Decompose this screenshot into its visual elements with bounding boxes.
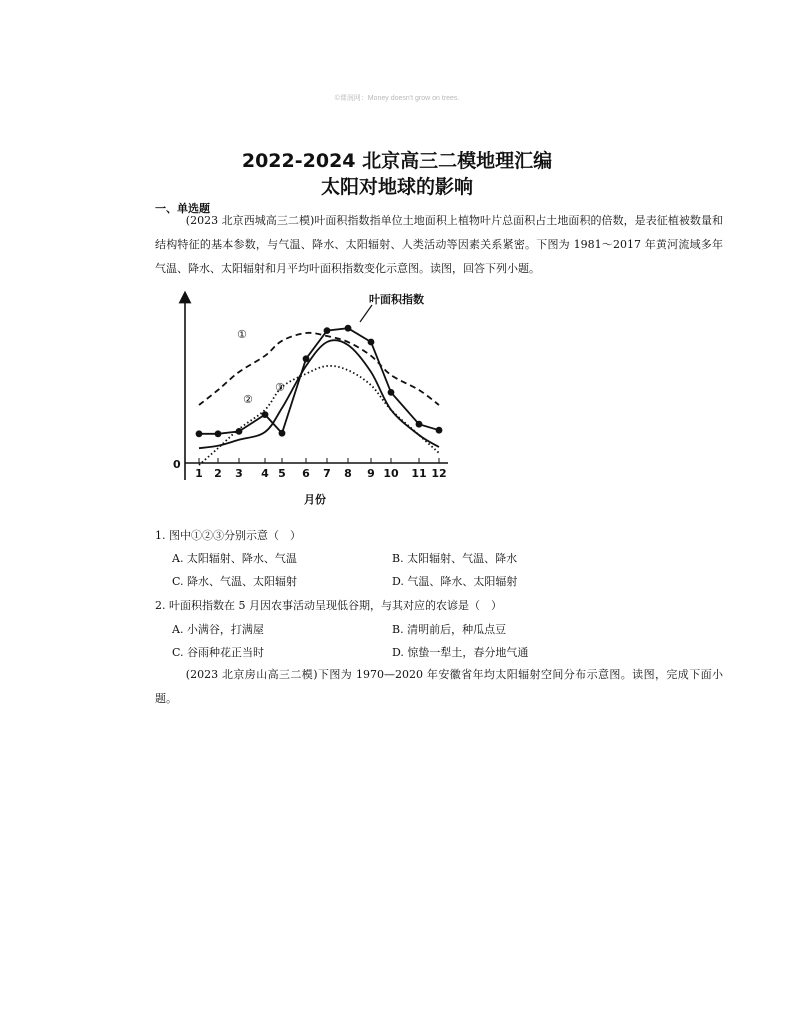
curve-marker-1: ① <box>237 328 247 341</box>
question-2-option-d[interactable]: D. 惊蛰一犁土，春分地气通 <box>392 646 529 659</box>
x-axis-label: 月份 <box>304 493 326 506</box>
x-tick-label-2: 2 <box>214 467 222 480</box>
document-subtitle: 太阳对地球的影响 <box>320 176 473 198</box>
question-2-option-c[interactable]: C. 谷雨种花正当时 <box>172 646 265 659</box>
document-title: 2022-2024 北京高三二模地理汇编 <box>241 150 553 172</box>
lai-point-12 <box>436 427 443 434</box>
lai-point-3 <box>236 428 243 435</box>
x-tick-label-4: 4 <box>261 467 269 480</box>
x-tick-label-7: 7 <box>323 467 331 480</box>
lai-point-6 <box>303 355 310 362</box>
question-2-option-a[interactable]: A. 小满谷，打满屋 <box>172 623 264 636</box>
x-tick-label-11: 11 <box>411 467 427 480</box>
x-tick-label-3: 3 <box>235 467 243 480</box>
passage-2-source: (2023 北京房山高三二模) <box>185 668 318 681</box>
lai-point-7 <box>324 327 331 334</box>
lai-point-1 <box>196 430 203 437</box>
x-tick-label-9: 9 <box>367 467 375 480</box>
x-tick-label-1: 1 <box>195 467 203 480</box>
passage-2-text: 下图为 1970—2020 年安徽省年均太阳辐射空间分布示意图。读图，完成下面小题。 <box>155 668 724 705</box>
question-1-option-c[interactable]: C. 降水、气温、太阳辐射 <box>172 575 298 588</box>
origin-label: 0 <box>173 458 181 471</box>
x-tick-label-8: 8 <box>344 467 352 480</box>
series-label-leaf-area-index: 叶面积指数 <box>369 293 424 306</box>
x-tick-label-5: 5 <box>278 467 286 480</box>
passage-1-source: (2023 北京西城高三二模) <box>185 214 315 227</box>
section-heading: 一、单选题 <box>155 202 210 215</box>
lai-point-5 <box>279 430 286 437</box>
question-1-stem: 1. 图中①②③分别示意（ ） <box>155 529 301 542</box>
question-1-option-b[interactable]: B. 太阳辐射、气温、降水 <box>392 552 518 565</box>
series-line-3 <box>199 366 439 465</box>
x-tick-label-12: 12 <box>431 467 447 480</box>
lai-point-11 <box>416 421 423 428</box>
question-2-stem: 2. 叶面积指数在 5 月因农事活动呈现低谷期，与其对应的农谚是（ ） <box>155 599 502 612</box>
lai-point-10 <box>388 389 395 396</box>
passage-2 <box>155 663 723 711</box>
lai-point-2 <box>215 430 222 437</box>
chart-figure <box>170 285 460 515</box>
question-1-option-d[interactable]: D. 气温、降水、太阳辐射 <box>392 575 518 588</box>
series-label-leader <box>360 305 372 322</box>
series-line-2 <box>199 333 439 405</box>
question-1-option-a[interactable]: A. 太阳辐射、降水、气温 <box>172 552 297 565</box>
watermark: ©课润网：Money doesn't grow on trees. <box>334 95 460 102</box>
curve-marker-2: ② <box>243 393 253 406</box>
lai-point-8 <box>345 325 352 332</box>
lai-point-9 <box>368 339 375 346</box>
x-tick-label-6: 6 <box>302 467 310 480</box>
curve-marker-3: ③ <box>275 381 285 394</box>
lai-point-4 <box>262 411 269 418</box>
x-tick-label-10: 10 <box>383 467 399 480</box>
passage-1 <box>155 209 723 281</box>
passage-1-text: 叶面积指数指单位土地面积上植物叶片总面积占土地面积的倍数，是表征植被数量和结构特征的基本参数，与气温、降水、太阳辐射、人类活动等因素关系紧密。下图为 1981～2017 年黄河流域多年气温、降水、太阳辐射和月平均叶面积指数变化示意图。读图，回答下列小题。 <box>155 214 724 275</box>
question-2-option-b[interactable]: B. 清明前后，种瓜点豆 <box>392 623 507 636</box>
